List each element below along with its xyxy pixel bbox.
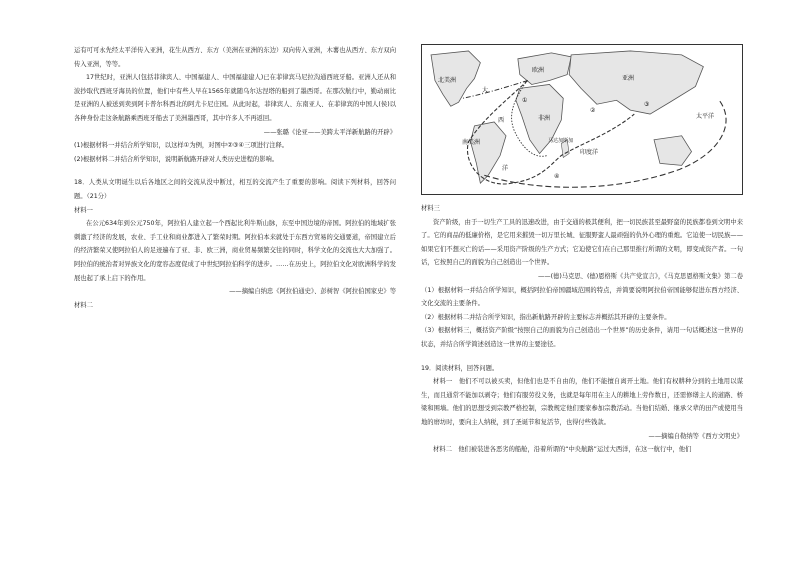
source-citation: ——(德)马克思、(德)恩格斯《共产党宣言》，《马克思恩格斯文集》第二卷 [537,272,743,280]
map-label: 非洲 [538,115,551,122]
map-label: 大 [482,87,489,94]
material-label: 材料三 [421,205,440,212]
world-route-map [421,44,743,195]
map-label: 亚洲 [622,75,635,82]
map-label: 欧洲 [532,67,545,74]
paragraph: 17世纪时，亚洲人(包括菲律宾人、中国福建人、中国福建建人)已在菲律宾马尼拉沟通西班牙船。亚洲人还从和波抄取代西班牙海员的位置，他们中有些人早在1565年就随乌尔达涅塔的船到了墨西哥。在那次航行中，勤动雨比是亚洲的人被送到卖到阿卡普尔科西北的阿尤卡尼庄园。从此时起，菲律宾人、东南亚人、在菲律宾的中国人(侯)以各种身份走这条航路乘西班牙船去了美洲墨西哥，其中许多人不再返回。 [74,74,396,122]
paragraph: 在公元634年到公元750年，阿拉伯人建立起一个西起比利牛斯山脉，东至中国边境的帝国。阿拉伯的地域扩张刺激了经济的发展，农业、手工业和商业都进入了繁荣时期。阿拉伯本来就处于东西方贸易的交通要道，帝国建立后的经济繁荣又使阿拉伯人的足迹遍布了亚、非、欧三洲，商业贸易频繁交往的同时，科学文化的交流也大大加强了。阿拉伯的统治者对异族文化的宽容态度促成了中世纪阿拉伯科学的进步。……在历史上，阿拉伯文化对欧洲科学的发展也起了承上启下的作用。 [74,220,396,282]
question: （1）根据材料一并结合所学知识，概括阿拉伯帝国疆域范围的特点，并简要说明阿拉伯帝国能够促进东西方经济、文化交流的主要条件。 [421,286,743,308]
left-column [74,44,396,312]
question: （2）根据材料二并结合所学知识，指出新航路开辟的主要标志并概括其开辟的主要条件。 [421,313,671,321]
map-label: 南美洲 [462,139,481,146]
asia-shape [569,51,703,114]
paragraph: 材料一 他们不可以被买卖，但他们也是不自由的，他们不能擅自离开土地。他们有权耕种分到的土地用以谋生，而且通常不能加以剥夺；他们有服劳役义务，也就是每年用在主人的耕地上劳作数日，还需修缮主人的道路、桥梁和围墙。他们的思想受到宗教严格控制，宗教规定他们要家参加宗教活动。当他们结婚、继承父辈的田产或使用当地的磨坊时，要向主人纳税，到了圣诞节和复活节，也得付些钱款。 [421,378,743,426]
map-label: 太平洋 [696,113,715,120]
question: （3）根据材料三，概括资产阶级“按照自己的面貌为自己创造出一个世界”的历史条件，请用一句话概述这一世界的状态，并结合所学简述创造这一世界的主要途径。 [421,327,743,348]
question: (2)根据材料二并结合所学知识，说明新航路开辟对人类历史进程的影响。 [74,155,279,163]
question-18-title: 18．人类从文明诞生以后各地区之间的交流从没中断过，相互的交流产生了重要的影响。阅读下列材料，回答问题。（21分） [74,179,396,200]
map-marker: ③ [644,101,650,108]
paragraph: 资产阶级，由于一切生产工具的迅速改进，由于交通的极其便利，把一切民族甚至最野蛮的民族都卷到文明中来了。它的商品的低廉价格，是它用来摧毁一切万里长城、征服野蛮人最顽强的仇外心理的重炮。它迫使一切民族——如果它们不想灭亡的话——采用资产阶级的生产方式；它迫使它们在自己那里推行所谓的文明，即变成资产者。一句话，它按照自己的面貌为自己创造出一个世界。 [421,218,743,267]
map-label: 洋 [502,165,509,172]
map-label: 马达加斯加 [548,138,574,144]
map-label: 印度洋 [580,149,599,156]
source-citation: ——摘编自纳忠《阿拉伯通史》、彭树智《阿拉伯国家史》等 [229,288,396,296]
map-marker: ④ [554,173,560,180]
right-column [421,44,743,457]
europe-shape [518,53,571,85]
australia-shape [654,136,691,166]
map-marker: ① [522,97,528,104]
map-marker: ② [590,107,596,114]
map-label: 西 [498,117,505,124]
source-citation: ——张璐《论亚——美跨太平洋新航路的开辟》 [263,128,396,136]
question-19-title: 19．阅读材料，回答问题。 [421,364,499,372]
question: (1)根据材料一并结合所学知识，以这样①为例，对图中②③④三项进行注释。 [74,142,289,150]
paragraph: 运有可可永先经太平洋传入亚洲，花生从西方、东方（美洲在亚洲的东边）双向传入亚洲，木薯也从西方、东方双向传入亚洲，等等。 [74,47,396,68]
paragraph: 材料二 他们被装进各恶劣的船舱，沿着所谓的“中央航路”运过大西洋，在这一航行中，他们 [433,446,692,454]
map-label: 北美洲 [438,77,457,84]
material-label: 材料一 [74,206,93,214]
source-citation: ——摘编自勒纳等《西方文明史》 [648,432,743,440]
material-label: 材料二 [74,301,93,309]
map-drawing [422,45,742,194]
